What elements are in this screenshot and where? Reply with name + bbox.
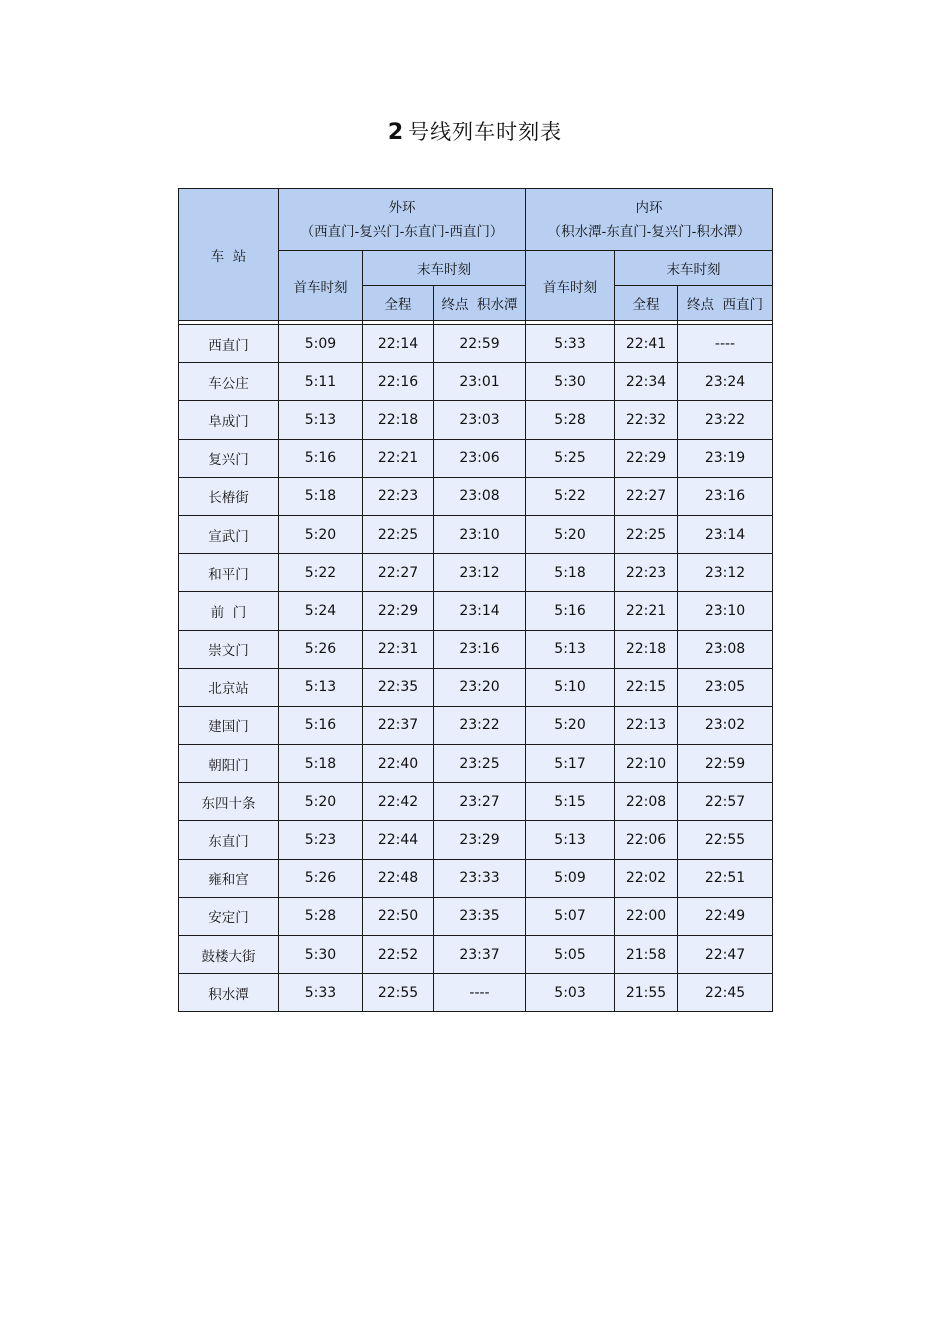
outer-full-route-time: 22:21 [363,439,434,477]
station-cell: 长椿街 [179,477,279,515]
header-inner-terminal-label: 终点 西直门 [686,297,764,313]
inner-first-time: 5:17 [526,745,615,783]
outer-first-time: 5:16 [279,706,363,744]
inner-terminal-time: 23:12 [678,554,773,592]
outer-terminal-time: 23:33 [434,859,526,897]
station-cell: 前 门 [179,592,279,630]
outer-first-time: 5:24 [279,592,363,630]
outer-full-route-time: 22:35 [363,668,434,706]
table-row [179,668,773,706]
outer-first-time: 5:30 [279,936,363,974]
outer-terminal-time: 23:16 [434,630,526,668]
header-outer-full-route: 全程 [363,286,434,321]
header-outer-first-train: 首车时刻 [279,251,363,321]
station-cell: 鼓楼大街 [179,936,279,974]
timetable-body [179,325,773,1012]
inner-terminal-time: 23:08 [678,630,773,668]
outer-first-time: 5:11 [279,363,363,401]
inner-first-time: 5:10 [526,668,615,706]
inner-first-time: 5:07 [526,897,615,935]
inner-terminal-time: 22:51 [678,859,773,897]
inner-first-time: 5:15 [526,783,615,821]
outer-full-route-time: 22:40 [363,745,434,783]
outer-first-time: 5:23 [279,821,363,859]
inner-terminal-time: ---- [678,325,773,363]
inner-terminal-time: 23:02 [678,706,773,744]
outer-full-route-time: 22:27 [363,554,434,592]
inner-terminal-time: 22:45 [678,974,773,1012]
header-outer-name: 外环 [388,199,416,216]
inner-first-time: 5:22 [526,477,615,515]
inner-full-route-time: 22:10 [615,745,678,783]
inner-first-time: 5:13 [526,630,615,668]
inner-terminal-time: 23:19 [678,439,773,477]
inner-first-time: 5:20 [526,515,615,553]
station-cell: 朝阳门 [179,745,279,783]
inner-terminal-time: 22:47 [678,936,773,974]
inner-terminal-time: 23:10 [678,592,773,630]
outer-full-route-time: 22:31 [363,630,434,668]
inner-full-route-time: 22:18 [615,630,678,668]
outer-full-route-time: 22:23 [363,477,434,515]
outer-full-route-time: 22:14 [363,325,434,363]
station-cell: 雍和宫 [179,859,279,897]
outer-full-route-time: 22:55 [363,974,434,1012]
outer-first-time: 5:33 [279,974,363,1012]
inner-full-route-time: 22:23 [615,554,678,592]
table-row [179,783,773,821]
outer-terminal-time: 23:08 [434,477,526,515]
station-cell: 复兴门 [179,439,279,477]
outer-full-route-time: 22:16 [363,363,434,401]
table-row [179,706,773,744]
inner-terminal-time: 23:24 [678,363,773,401]
inner-terminal-time: 23:16 [678,477,773,515]
outer-terminal-time: 22:59 [434,325,526,363]
outer-terminal-time: 23:14 [434,592,526,630]
table-row [179,363,773,401]
station-cell: 建国门 [179,706,279,744]
outer-full-route-time: 22:18 [363,401,434,439]
inner-first-time: 5:03 [526,974,615,1012]
inner-first-time: 5:18 [526,554,615,592]
header-inner-first-train: 首车时刻 [526,251,615,321]
inner-terminal-time: 23:05 [678,668,773,706]
station-cell: 阜成门 [179,401,279,439]
inner-first-time: 5:09 [526,859,615,897]
inner-full-route-time: 22:27 [615,477,678,515]
header-outer-loop [279,189,526,251]
inner-terminal-time: 23:22 [678,401,773,439]
outer-first-time: 5:20 [279,515,363,553]
inner-full-route-time: 22:15 [615,668,678,706]
inner-first-time: 5:20 [526,706,615,744]
table-row [179,401,773,439]
header-inner-loop [526,189,773,251]
inner-full-route-time: 22:34 [615,363,678,401]
header-outer-terminal [434,286,526,321]
outer-terminal-time: 23:29 [434,821,526,859]
header-outer-last-train: 末车时刻 [363,251,526,286]
inner-first-time: 5:05 [526,936,615,974]
title-text: 号线列车时刻表 [408,120,563,144]
table-row [179,936,773,974]
station-cell: 北京站 [179,668,279,706]
outer-terminal-time: 23:20 [434,668,526,706]
outer-terminal-time: 23:06 [434,439,526,477]
table-row [179,325,773,363]
inner-full-route-time: 22:41 [615,325,678,363]
header-inner-terminal [678,286,773,321]
station-cell: 东四十条 [179,783,279,821]
outer-terminal-time: 23:01 [434,363,526,401]
inner-first-time: 5:13 [526,821,615,859]
outer-first-time: 5:22 [279,554,363,592]
timetable-header [179,189,773,325]
table-row [179,592,773,630]
header-outer-terminal-label: 终点 积水潭 [441,297,518,313]
inner-full-route-time: 22:32 [615,401,678,439]
inner-full-route-time: 22:00 [615,897,678,935]
outer-terminal-time: 23:35 [434,897,526,935]
inner-first-time: 5:25 [526,439,615,477]
inner-first-time: 5:16 [526,592,615,630]
outer-first-time: 5:26 [279,859,363,897]
outer-terminal-time: 23:03 [434,401,526,439]
station-cell: 西直门 [179,325,279,363]
outer-terminal-time: 23:25 [434,745,526,783]
inner-first-time: 5:33 [526,325,615,363]
inner-full-route-time: 22:08 [615,783,678,821]
header-outer-route: （西直门-复兴门-东直门-西直门） [300,223,504,240]
table-row [179,630,773,668]
header-station [179,189,279,321]
outer-full-route-time: 22:37 [363,706,434,744]
table-row [179,821,773,859]
inner-first-time: 5:30 [526,363,615,401]
outer-full-route-time: 22:52 [363,936,434,974]
inner-terminal-time: 22:49 [678,897,773,935]
inner-full-route-time: 22:21 [615,592,678,630]
outer-first-time: 5:18 [279,477,363,515]
station-cell: 安定门 [179,897,279,935]
header-inner-full-route: 全程 [615,286,678,321]
table-row [179,554,773,592]
table-row [179,515,773,553]
inner-terminal-time: 22:55 [678,821,773,859]
table-row [179,745,773,783]
inner-full-route-time: 22:25 [615,515,678,553]
outer-first-time: 5:18 [279,745,363,783]
outer-terminal-time: 23:22 [434,706,526,744]
outer-full-route-time: 22:25 [363,515,434,553]
outer-full-route-time: 22:44 [363,821,434,859]
inner-full-route-time: 22:29 [615,439,678,477]
outer-first-time: 5:13 [279,401,363,439]
outer-first-time: 5:20 [279,783,363,821]
inner-terminal-time: 22:57 [678,783,773,821]
outer-full-route-time: 22:42 [363,783,434,821]
outer-first-time: 5:16 [279,439,363,477]
table-row [179,439,773,477]
outer-full-route-time: 22:29 [363,592,434,630]
table-row [179,897,773,935]
station-cell: 积水潭 [179,974,279,1012]
outer-first-time: 5:13 [279,668,363,706]
inner-full-route-time: 21:58 [615,936,678,974]
page-title [0,116,950,146]
station-cell: 崇文门 [179,630,279,668]
header-inner-name: 内环 [635,199,663,216]
inner-terminal-time: 22:59 [678,745,773,783]
outer-terminal-time: 23:27 [434,783,526,821]
inner-full-route-time: 21:55 [615,974,678,1012]
station-cell: 和平门 [179,554,279,592]
outer-first-time: 5:26 [279,630,363,668]
title-line-number: 2 [387,120,405,145]
outer-terminal-time: 23:37 [434,936,526,974]
outer-full-route-time: 22:48 [363,859,434,897]
table-row [179,477,773,515]
inner-full-route-time: 22:02 [615,859,678,897]
outer-first-time: 5:09 [279,325,363,363]
station-cell: 东直门 [179,821,279,859]
inner-full-route-time: 22:06 [615,821,678,859]
table-row [179,974,773,1012]
inner-first-time: 5:28 [526,401,615,439]
table-row [179,859,773,897]
outer-first-time: 5:28 [279,897,363,935]
timetable [178,188,773,1012]
header-inner-route: （积水潭-东直门-复兴门-积水潭） [547,223,751,240]
outer-full-route-time: 22:50 [363,897,434,935]
outer-terminal-time: ---- [434,974,526,1012]
inner-full-route-time: 22:13 [615,706,678,744]
header-station-label: 车 站 [210,248,247,265]
header-inner-last-train: 末车时刻 [615,251,773,286]
inner-terminal-time: 23:14 [678,515,773,553]
station-cell: 车公庄 [179,363,279,401]
station-cell: 宣武门 [179,515,279,553]
outer-terminal-time: 23:12 [434,554,526,592]
outer-terminal-time: 23:10 [434,515,526,553]
